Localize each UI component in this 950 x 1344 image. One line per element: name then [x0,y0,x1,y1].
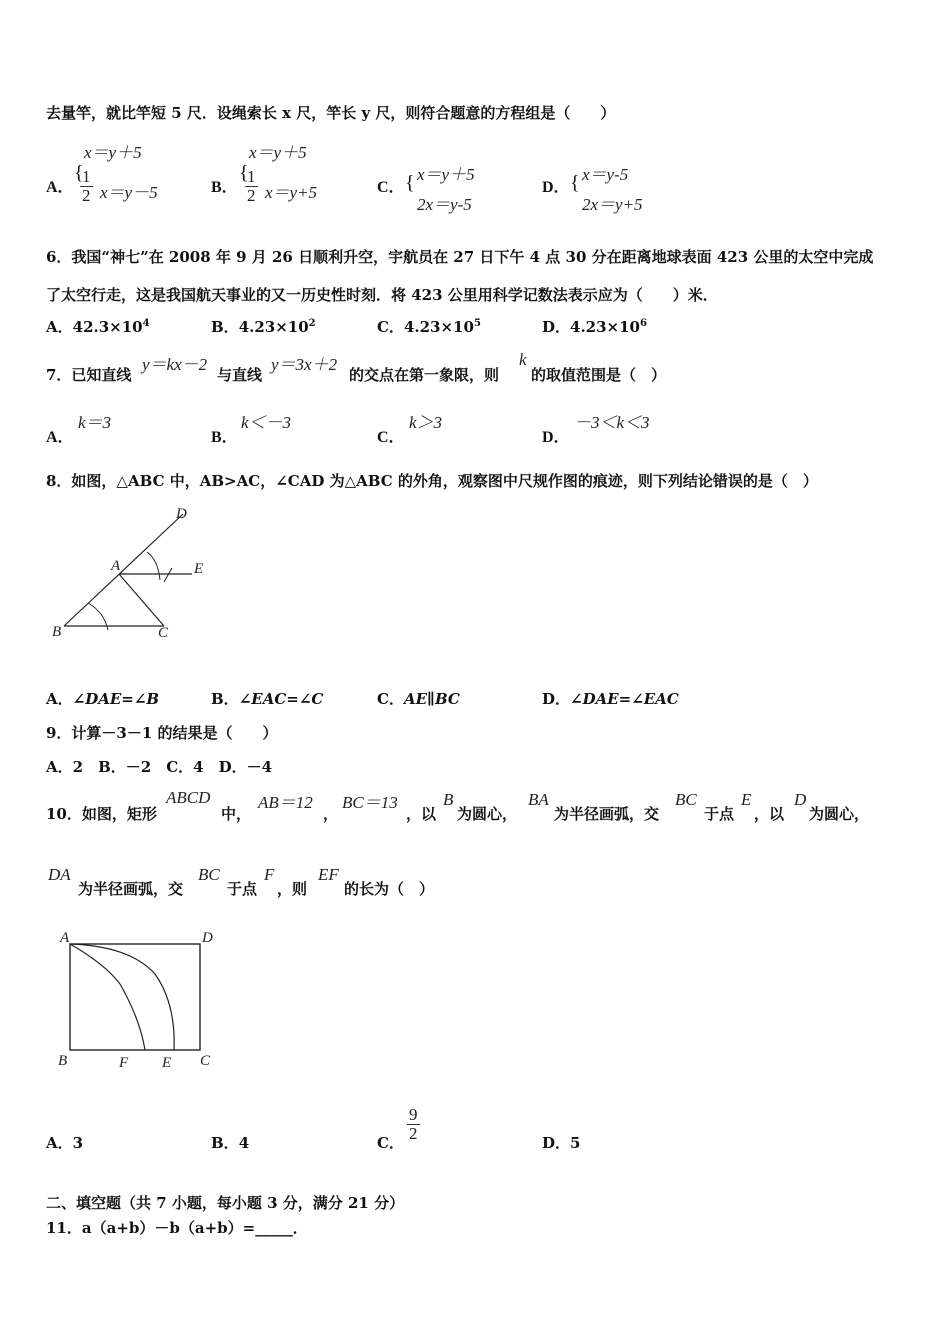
q7-stem-part4: 的取值范围是（ ） [531,366,667,384]
equation-bottom: 2x＝y+5 [582,195,643,214]
q10-stem-part4: 为圆心， [457,805,518,823]
q7-equation-1: y＝kx－2 [142,355,208,374]
q10-stem-part7: ，以 [754,805,785,823]
q10-rect-abcd: ABCD [166,788,211,807]
q10-point-e: E [741,790,752,809]
q5-stem: 去量竿，就比竿短 5 尺．设绳索长 x 尺，竿长 y 尺，则符合题意的方程组是（ ） [46,104,616,122]
q10-stem-part9: 为半径画弧，交 [78,880,184,898]
rectangle-abcd [70,944,200,1050]
q7-stem-part1: 7．已知直线 [46,366,132,384]
q6-stem-line1: 6．我国“神七”在 2008 年 9 月 26 日顺利升空，宇航员在 27 日下午 4 点 30 分在距离地球表面 423 公里的太空中完成 [46,248,874,266]
q8-stem: 8．如图，△ABC 中，AB>AC，∠CAD 为△ABC 的外角，观察图中尺规作图的痕迹，则下列结论错误的是（ ） [46,472,818,490]
equation-bottom: 2x＝y-5 [417,195,472,214]
q10-stem-part1: 10．如图，矩形 [46,805,157,823]
q5-option-b[interactable] [211,138,371,218]
q6-stem-line2: 了太空行走，这是我国航天事业的又一历史性时刻．将 423 公里用科学记数法表示应为（ ）米． [46,286,718,304]
brace-icon: { [570,172,580,194]
q10-stem-part6: 于点 [704,805,735,823]
label-b: B [58,1053,68,1069]
section-title: 二、填空题（共 7 小题，每小题 3 分，满分 21 分） [46,1194,405,1212]
q10-option-b[interactable]: B．4 [211,1134,250,1152]
label-e: E [194,561,204,577]
label-c: C [200,1053,211,1069]
q6-option-a[interactable]: A．$42.3\times 10^4$ [46,318,150,336]
brace-icon: { [74,162,84,184]
q10-point-f: F [264,865,275,884]
q10-stem-part8: 为圆心， [809,805,870,823]
q10-segment-bc-2: BC [198,865,220,884]
q5-option-a[interactable] [46,138,206,218]
equation-top: x＝y-5 [582,165,629,184]
option-label: B． [211,179,238,196]
line-bd [64,514,183,626]
label-d: D [176,506,187,522]
q10-bc-value: BC＝13 [342,793,398,812]
option-label: C． [377,179,405,196]
q10-segment-ef: EF [318,865,339,884]
arc-ae [70,944,174,1050]
fraction-half: $\frac{1}{2}$ [247,167,256,205]
arc-mark [164,568,172,582]
q11-stem: 11．a（a+b）－b（a+b）=_____． [46,1219,308,1237]
q10-option-a[interactable]: A．3 [46,1134,84,1152]
arc-af [70,944,145,1050]
equation-bottom: x＝y+5 [265,183,318,202]
option-label: D． [542,179,570,196]
equation-bottom: x＝y－5 [100,183,158,202]
label-c: C [158,625,169,641]
q9-stem: 9．计算－3－1 的结果是（ ） [46,724,278,742]
label-a: A [60,930,70,946]
q8-option-a[interactable]: A．∠DAE=∠B [46,690,160,708]
q8-triangle-figure [46,500,216,645]
equation-top: x＝y＋5 [417,165,475,184]
arc-at-a [147,552,160,580]
q10-option-c[interactable]: C． $\frac{9}{2}$ [377,1105,418,1152]
q10-point-d: D [794,790,807,809]
q8-option-d[interactable]: D．∠DAE=∠EAC [542,690,679,708]
q7-stem-part3: 的交点在第一象限，则 [349,366,500,384]
q10-stem-part2: 中， [221,805,252,823]
q7-equation-2: y＝3x＋2 [271,355,338,374]
q9-options[interactable]: A．2 B．－2 C．4 D．－4 [46,758,273,776]
q8-option-c[interactable]: C．AE∥BC [377,690,460,708]
q10-comma: ， [323,805,339,823]
q6-option-b[interactable]: B．$4.23\times 10^2$ [211,318,316,336]
q10-stem-part10: 于点 [227,880,258,898]
label-e: E [162,1055,172,1071]
label-d: D [202,930,213,946]
q10-segment-bc: BC [675,790,697,809]
fraction-half: $\frac{1}{2}$ [82,167,91,205]
q8-option-b[interactable]: B．∠EAC=∠C [211,690,324,708]
brace-icon: { [405,172,415,194]
label-a: A [111,558,121,574]
q10-ab-value: AB＝12 [258,793,313,812]
equation-top: x＝y＋5 [84,143,142,162]
q10-stem-part11: ，则 [277,880,308,898]
brace-icon: { [239,162,249,184]
q10-stem-part5: 为半径画弧，交 [554,805,660,823]
fraction-nine-halves: $\frac{9}{2}$ [409,1105,418,1143]
segment-ac [119,574,164,626]
q7-stem-part2: 与直线 [217,366,263,384]
option-label: A． [46,179,74,196]
q6-option-d[interactable]: D．$4.23\times 10^6$ [542,318,647,336]
label-b: B [52,624,62,640]
q10-point-b: B [443,790,454,809]
q7-variable-k: k [519,350,527,369]
label-f: F [119,1055,129,1071]
q10-segment-ba: BA [528,790,549,809]
q5-option-c[interactable] [377,160,527,214]
q10-segment-da: DA [48,865,71,884]
q10-rectangle-figure [50,924,225,1074]
equation-top: x＝y＋5 [249,143,307,162]
q6-option-c[interactable]: C．$4.23\times 10^5$ [377,318,481,336]
q10-stem-part12: 的长为（ ） [344,880,435,898]
q5-option-d[interactable] [542,160,692,214]
q10-option-d[interactable]: D．5 [542,1134,581,1152]
q10-stem-part3: ，以 [406,805,437,823]
